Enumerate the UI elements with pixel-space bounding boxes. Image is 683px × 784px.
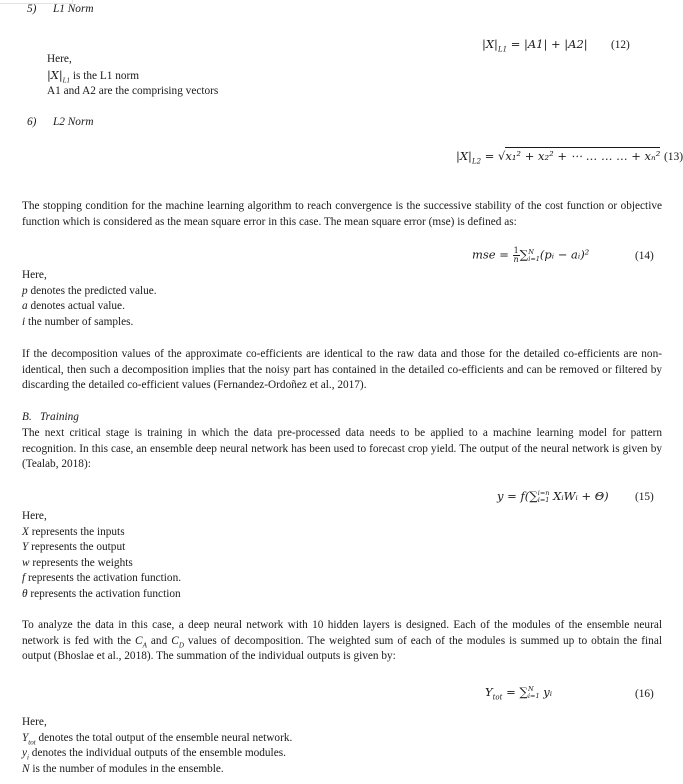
equation-15 <box>497 489 609 505</box>
section-number: 5) <box>27 3 37 15</box>
definition-item <box>22 762 292 778</box>
eq13-lhs-sub: L2 <box>471 157 482 166</box>
section-heading-l1-norm <box>27 2 94 18</box>
eq16-lhs-sub: tot <box>492 693 503 702</box>
definition-item <box>22 299 157 315</box>
definition-vectors: A1 and A2 are the comprising vectors <box>47 85 219 98</box>
fraction-denominator: n <box>513 255 519 264</box>
definition-item <box>22 571 181 587</box>
equation-16 <box>485 685 552 701</box>
definition-item <box>22 315 157 331</box>
equation-number-16: (16) <box>635 688 654 700</box>
equation-12 <box>482 37 588 53</box>
eq12-lhs: |X| <box>482 37 498 51</box>
eq12-rhs: = |A1| + |A2| <box>510 37 588 51</box>
definition-l1-norm <box>47 68 218 85</box>
section-heading-l2-norm <box>27 115 94 131</box>
symbol: i <box>22 315 26 328</box>
eq14-equals: = <box>499 247 509 262</box>
eq15-limits <box>538 490 550 504</box>
here-label: Here, <box>22 716 47 728</box>
sum-upper: N <box>527 685 534 693</box>
definition-text: represents the output <box>28 541 126 554</box>
equation-13 <box>456 149 683 166</box>
symbol-ca-sub: A <box>142 640 147 649</box>
eq13-radicand <box>505 147 660 163</box>
definition-text: represents the activation function <box>27 587 181 600</box>
definition-text: is the L1 norm <box>70 69 140 82</box>
symbol: X <box>22 525 29 538</box>
section-heading-training <box>22 410 79 426</box>
l1-definitions <box>47 52 218 100</box>
eq15-lhs: y <box>497 489 504 503</box>
text: To analyze the data in this case, a deep neural network with 10 hidden layers is designed. Each of the modules of the ensemble neural network is fed with the <box>22 619 662 647</box>
section-title: L1 Norm <box>53 3 94 15</box>
mse-definitions <box>22 268 157 330</box>
symbol-cd: C <box>171 634 179 647</box>
eq13-terms: x₁² + x₂² + ⋯ … … … + xₙ² <box>505 149 661 163</box>
sum-lower: i=1 <box>537 496 550 504</box>
definition-item <box>22 540 181 556</box>
symbol: w <box>22 556 30 569</box>
eq16-equals: = <box>506 685 516 699</box>
sum-upper: i=n <box>537 489 550 497</box>
symbol: Y <box>22 731 29 744</box>
definition-item <box>22 525 181 541</box>
equation-number-12: (12) <box>611 39 630 51</box>
definition-item <box>22 284 157 300</box>
sum-upper: N <box>528 247 534 256</box>
text: values of decomposition. The weighted sum of each of the modules is summed up to obtain the final output (Bhoslae et al., 2018). The summation of the individual outputs is given by: <box>22 634 662 663</box>
definition-text: denotes the total output of the ensemble neural network. <box>35 731 293 744</box>
equation-number-15: (15) <box>635 491 654 503</box>
eq12-lhs-sub: L1 <box>497 45 508 54</box>
definition-item <box>22 587 181 603</box>
eq14-lhs: mse <box>472 247 496 262</box>
section-number: B. <box>22 411 32 423</box>
symbol-cd-sub: D <box>178 640 184 649</box>
equation-number-13: (13) <box>663 151 683 163</box>
eq13-lhs: |X| <box>456 149 472 163</box>
sigma-icon: ∑ <box>519 685 528 699</box>
sigma-icon: ∑ <box>529 489 538 503</box>
definition-text: denotes actual value. <box>27 300 125 313</box>
definition-text: denotes the predicted value. <box>27 284 157 297</box>
eq16-limits <box>528 686 540 700</box>
eq14-body: (pᵢ − aᵢ)² <box>539 247 590 262</box>
equation-14 <box>472 247 589 264</box>
sum-lower: i=1 <box>528 254 540 263</box>
sigma-icon: ∑ <box>519 247 529 262</box>
here-label: Here, <box>22 269 47 281</box>
symbol: a <box>22 300 28 313</box>
eq15-body: XᵢWᵢ + Θ) <box>553 489 609 503</box>
definition-item <box>22 746 292 762</box>
definition-item <box>22 556 181 572</box>
symbol: N <box>22 762 30 775</box>
section-title: Training <box>40 411 79 423</box>
section-title: L2 Norm <box>53 116 94 128</box>
definition-text: denotes the individual outputs of the ensemble modules. <box>28 747 286 760</box>
eq13-equals: = <box>484 149 495 163</box>
symbol-ca: C <box>135 634 143 647</box>
paragraph-training: The next critical stage is training in which the data pre-processed data needs to be applied to a machine learning model for pattern recognition. In this case, an ensemble deep neural network has been used to forecast crop yield. The output of the neural network is given by (Tealab, 2018): <box>22 427 662 471</box>
nn-definitions <box>22 509 181 603</box>
eq15-equals: = f( <box>507 489 530 503</box>
fraction-numerator: 1 <box>513 246 519 255</box>
symbol-sub: tot <box>28 737 36 746</box>
symbol: y <box>22 747 28 760</box>
text: and <box>146 634 172 647</box>
equation-number-14: (14) <box>635 250 654 262</box>
symbol: f <box>22 572 26 585</box>
here-label: Here, <box>47 53 72 65</box>
eq16-lhs: Y <box>485 685 493 699</box>
symbol: θ <box>22 587 28 600</box>
definition-text: represents the inputs <box>28 525 125 538</box>
sum-lower: i=1 <box>527 692 540 700</box>
sqrt-icon: √ <box>498 149 506 163</box>
definition-text: is the number of modules in the ensemble. <box>29 762 224 775</box>
section-number: 6) <box>27 116 37 128</box>
symbol: Y <box>22 541 29 554</box>
symbol-sub: i <box>27 753 29 762</box>
ensemble-definitions <box>22 715 292 777</box>
paragraph-ensemble <box>22 618 662 665</box>
definition-text: represents the activation function. <box>25 572 182 585</box>
paragraph-decomposition: If the decomposition values of the approximate co-efficients are identical to the raw data and those for the detailed co-efficients are non-identical, then such a decomposition implies that the noisy part has contained in the detailed co-efficients and can be removed or filtered by discarding the detailed co-efficient values (Fernandez-Ordoñez et al., 2017). <box>22 348 662 392</box>
symbol-sub: L1 <box>62 75 71 84</box>
symbol: p <box>22 284 28 297</box>
eq14-fraction <box>513 247 520 264</box>
definition-text: represents the weights <box>29 556 133 569</box>
symbol: |X| <box>47 68 63 82</box>
here-label: Here, <box>22 510 47 522</box>
definition-text: the number of samples. <box>25 315 134 328</box>
eq16-body: yᵢ <box>543 685 553 699</box>
paragraph-stopping-condition: The stopping condition for the machine learning algorithm to reach convergence is the successive stability of the cost function or objective function which is considered as the mean square error in this case. The mean square error (mse) is defined as: <box>22 200 662 228</box>
eq14-limits <box>528 249 540 263</box>
definition-item <box>22 731 292 747</box>
